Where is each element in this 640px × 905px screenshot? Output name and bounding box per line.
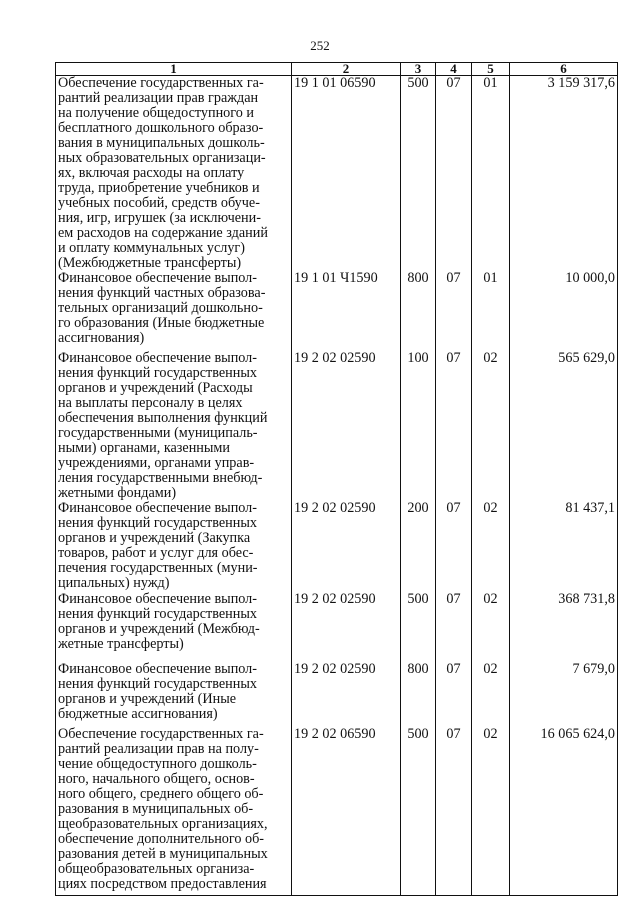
description-line: обеспечения выполнения функций (58, 410, 268, 426)
budget-table (55, 62, 618, 896)
description-line: нения функций государственных (58, 365, 257, 381)
description-line: Финансовое обеспечение выпол- (58, 270, 257, 286)
row-col-5: 01 (472, 76, 510, 272)
description-line: Обеспечение государственных га- (58, 75, 264, 91)
col-header-4: 4 (436, 63, 472, 76)
description-line: органов и учреждений (Расходы (58, 380, 253, 396)
row-code: 19 2 02 02590 (292, 351, 401, 501)
description-line: общеобразовательных организа- (58, 861, 255, 877)
description-line: ния, игр, игрушек (за исключени- (58, 210, 261, 226)
description-line: Финансовое обеспечение выпол- (58, 591, 257, 607)
description-line: на выплаты персоналу в целях (58, 395, 243, 411)
row-col-4: 07 (436, 592, 472, 662)
page-number: 252 (310, 38, 330, 53)
row-code: 19 2 02 02590 (292, 662, 401, 727)
description-line: ях, включая расходы на оплату (58, 165, 245, 181)
row-col-5: 02 (472, 351, 510, 501)
description-line: чение общедоступного дошколь- (58, 756, 257, 772)
description-line: (Межбюджетные трансферты) (58, 255, 242, 271)
description-line: ем расходов на содержание зданий (58, 225, 268, 241)
row-amount: 565 629,0 (510, 351, 618, 501)
row-col-3: 500 (401, 76, 436, 272)
row-amount: 3 159 317,6 (510, 76, 618, 272)
description-line: учреждениями, органами управ- (58, 455, 255, 471)
description-line: жетными фондами) (58, 485, 177, 501)
row-col-3: 500 (401, 592, 436, 662)
row-code: 19 1 01 06590 (292, 76, 401, 272)
description-line: органов и учреждений (Межбюд- (58, 621, 260, 637)
table-row (56, 501, 618, 592)
row-col-5: 01 (472, 271, 510, 351)
col-header-2: 2 (292, 63, 401, 76)
description-line: нения функций государственных (58, 676, 257, 692)
row-col-4: 07 (436, 76, 472, 272)
description-line: тельных организаций дошкольно- (58, 300, 263, 316)
description-line: нения функций государственных (58, 515, 257, 531)
row-col-5: 02 (472, 592, 510, 662)
row-col-5: 02 (472, 662, 510, 727)
row-col-3: 500 (401, 727, 436, 895)
description-line: ными) органами, казенными (58, 440, 230, 456)
row-col-5: 02 (472, 727, 510, 895)
description-line: товаров, работ и услуг для обес- (58, 545, 254, 561)
row-code: 19 1 01 Ч1590 (292, 271, 401, 351)
description-line: Обеспечение государственных га- (58, 726, 264, 742)
col-header-6: 6 (510, 63, 618, 76)
row-code: 19 2 02 02590 (292, 592, 401, 662)
row-col-4: 07 (436, 351, 472, 501)
table-header-row (56, 63, 618, 76)
description-line: бюджетные ассигнования) (58, 706, 218, 722)
row-col-3: 800 (401, 662, 436, 727)
description-line: органов и учреждений (Иные (58, 691, 237, 707)
table-row (56, 662, 618, 727)
description-line: Финансовое обеспечение выпол- (58, 350, 257, 366)
row-amount: 16 065 624,0 (510, 727, 618, 895)
description-line: го образования (Иные бюджетные (58, 315, 265, 331)
row-col-4: 07 (436, 501, 472, 592)
description-line: ного общего, среднего общего об- (58, 786, 264, 802)
row-col-4: 07 (436, 662, 472, 727)
description-line: разования в муниципальных об- (58, 801, 254, 817)
description-line: разования детей в муниципальных (58, 846, 268, 862)
description-line: жетные трансферты) (58, 636, 184, 652)
description-line: ного, начального общего, основ- (58, 771, 255, 787)
row-description (56, 76, 292, 272)
row-description (56, 501, 292, 592)
row-description (56, 727, 292, 895)
col-header-1: 1 (56, 63, 292, 76)
row-col-4: 07 (436, 727, 472, 895)
description-line: обеспечение дополнительного об- (58, 831, 265, 847)
row-col-5: 02 (472, 501, 510, 592)
description-line: ассигнования) (58, 330, 145, 346)
description-line: органов и учреждений (Закупка (58, 530, 251, 546)
table-row (56, 592, 618, 662)
description-line: щеобразовательных организациях, (58, 816, 268, 832)
row-description (56, 271, 292, 351)
description-line: бесплатного дошкольного образо- (58, 120, 264, 136)
description-line: вания в муниципальных дошколь- (58, 135, 265, 151)
description-line: печения государственных (муни- (58, 560, 258, 576)
description-line: Финансовое обеспечение выпол- (58, 500, 257, 516)
description-line: и оплату коммунальных услуг) (58, 240, 245, 256)
row-code: 19 2 02 06590 (292, 727, 401, 895)
row-code: 19 2 02 02590 (292, 501, 401, 592)
table-row (56, 351, 618, 501)
col-header-5: 5 (472, 63, 510, 76)
description-line: циях посредством предоставления (58, 876, 267, 892)
description-line: учебных пособий, средств обуче- (58, 195, 260, 211)
description-line: ципальных) нужд) (58, 575, 170, 591)
description-line: рантий реализации прав граждан (58, 90, 259, 106)
description-line: труда, приобретение учебников и (58, 180, 260, 196)
description-line: нения функций частных образова- (58, 285, 266, 301)
table-row (56, 727, 618, 895)
row-col-3: 200 (401, 501, 436, 592)
row-description (56, 592, 292, 662)
description-line: на получение общедоступного и (58, 105, 254, 121)
row-amount: 81 437,1 (510, 501, 618, 592)
description-line: государственными (муниципаль- (58, 425, 258, 441)
row-description (56, 662, 292, 727)
table-row (56, 271, 618, 351)
table-row (56, 76, 618, 272)
row-col-3: 800 (401, 271, 436, 351)
row-col-4: 07 (436, 271, 472, 351)
description-line: ных образовательных организаци- (58, 150, 266, 166)
row-amount: 368 731,8 (510, 592, 618, 662)
col-header-3: 3 (401, 63, 436, 76)
row-amount: 10 000,0 (510, 271, 618, 351)
row-description (56, 351, 292, 501)
row-amount: 7 679,0 (510, 662, 618, 727)
description-line: ления государственными внебюд- (58, 470, 263, 486)
row-col-3: 100 (401, 351, 436, 501)
description-line: Финансовое обеспечение выпол- (58, 661, 257, 677)
description-line: рантий реализации прав на полу- (58, 741, 259, 757)
description-line: нения функций государственных (58, 606, 257, 622)
